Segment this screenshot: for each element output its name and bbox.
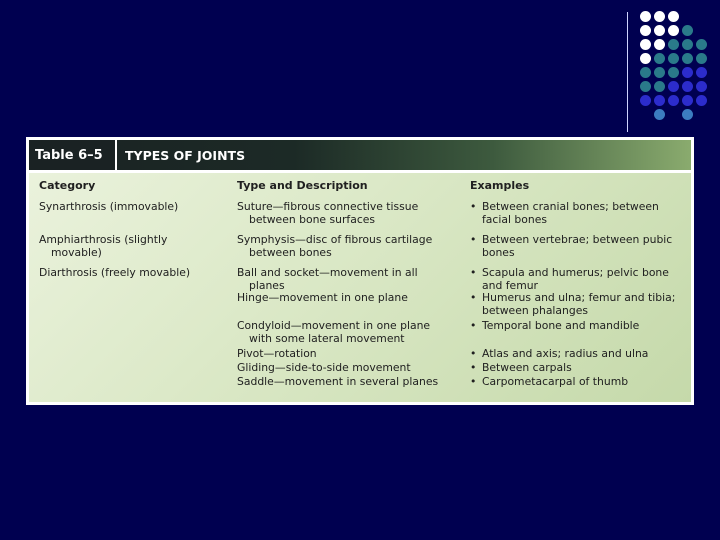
- table-row-4-type: Condyloid—movement in one plane with some lateral movement: [237, 319, 431, 345]
- table-row-3-type: Hinge—movement in one plane: [237, 291, 408, 304]
- table-title-bar: [29, 140, 691, 170]
- decorative-dot: [668, 109, 679, 120]
- bullet-icon: •: [470, 361, 477, 374]
- decorative-dot: [654, 25, 665, 36]
- decorative-dot: [682, 53, 693, 64]
- table-row-2-examples: • Scapula and humerus; pelvic bone and femur: [470, 266, 669, 292]
- decorative-dot: [654, 95, 665, 106]
- bullet-icon: •: [470, 233, 477, 246]
- decorative-dot: [696, 95, 707, 106]
- header-examples: Examples: [470, 179, 530, 192]
- table-title: TYPES OF JOINTS: [125, 147, 246, 163]
- decorative-dot: [668, 25, 679, 36]
- decorative-dot: [640, 67, 651, 78]
- bullet-icon: •: [470, 347, 477, 360]
- decorative-dot: [696, 25, 707, 36]
- decorative-dot-grid: [640, 11, 708, 121]
- table-card: [26, 137, 694, 405]
- decorative-dot: [696, 53, 707, 64]
- table-row-2-type: Ball and socket—movement in all planes: [237, 266, 418, 292]
- table-row-0-examples: • Between cranial bones; between facial bones: [470, 200, 659, 226]
- table-row-1-category: Amphiarthrosis (slightly movable): [39, 233, 168, 259]
- bullet-icon: •: [470, 266, 477, 279]
- table-row-6-type: Gliding—side-to-side movement: [237, 361, 411, 374]
- decorative-dot: [696, 81, 707, 92]
- table-row-5-type: Pivot—rotation: [237, 347, 317, 360]
- decorative-dot: [668, 53, 679, 64]
- table-row-1-type: Symphysis—disc of fibrous cartilage between bones: [237, 233, 433, 259]
- table-row-0-type: Suture—fibrous connective tissue between bone surfaces: [237, 200, 419, 226]
- decorative-dot: [640, 109, 651, 120]
- decorative-dot: [668, 11, 679, 22]
- decorative-dot: [682, 81, 693, 92]
- decorative-dot: [682, 95, 693, 106]
- table-row-7-examples: • Carpometacarpal of thumb: [470, 375, 629, 388]
- decorative-dot: [640, 81, 651, 92]
- bullet-icon: •: [470, 319, 477, 332]
- table-body: [29, 173, 691, 402]
- decorative-dot: [654, 109, 665, 120]
- decorative-dot: [682, 109, 693, 120]
- decorative-dot: [654, 11, 665, 22]
- decorative-dot: [654, 39, 665, 50]
- bullet-icon: •: [470, 375, 477, 388]
- decorative-dot: [682, 11, 693, 22]
- decorative-dot: [640, 25, 651, 36]
- bullet-icon: •: [470, 200, 477, 213]
- decorative-dot: [696, 39, 707, 50]
- decorative-dot: [696, 11, 707, 22]
- table-number: Table 6–5: [29, 140, 117, 170]
- decorative-dot: [654, 67, 665, 78]
- decorative-dot: [682, 25, 693, 36]
- decorative-dot: [640, 39, 651, 50]
- decorative-dot: [668, 67, 679, 78]
- table-row-6-examples: • Between carpals: [470, 361, 572, 374]
- decorative-dot: [668, 95, 679, 106]
- table-row-1-examples: • Between vertebrae; between pubic bones: [470, 233, 673, 259]
- table-row-4-examples: • Temporal bone and mandible: [470, 319, 640, 332]
- decorative-dot: [668, 39, 679, 50]
- decorative-dot: [654, 81, 665, 92]
- bullet-icon: •: [470, 291, 477, 304]
- table-row-2-category: Diarthrosis (freely movable): [39, 266, 191, 279]
- header-category: Category: [39, 179, 96, 192]
- header-type: Type and Description: [237, 179, 368, 192]
- decorative-dot: [682, 67, 693, 78]
- decorative-dot: [640, 95, 651, 106]
- decorative-dot: [668, 81, 679, 92]
- table-row-7-type: Saddle—movement in several planes: [237, 375, 439, 388]
- table-row-3-examples: • Humerus and ulna; femur and tibia; between phalanges: [470, 291, 676, 317]
- decorative-dot: [640, 11, 651, 22]
- decorative-dot: [654, 53, 665, 64]
- decorative-divider-line: [627, 12, 628, 132]
- decorative-dot: [640, 53, 651, 64]
- decorative-dot: [696, 109, 707, 120]
- table-row-5-examples: • Atlas and axis; radius and ulna: [470, 347, 649, 360]
- table-row-0-category: Synarthrosis (immovable): [39, 200, 179, 213]
- decorative-dot: [682, 39, 693, 50]
- decorative-dot: [696, 67, 707, 78]
